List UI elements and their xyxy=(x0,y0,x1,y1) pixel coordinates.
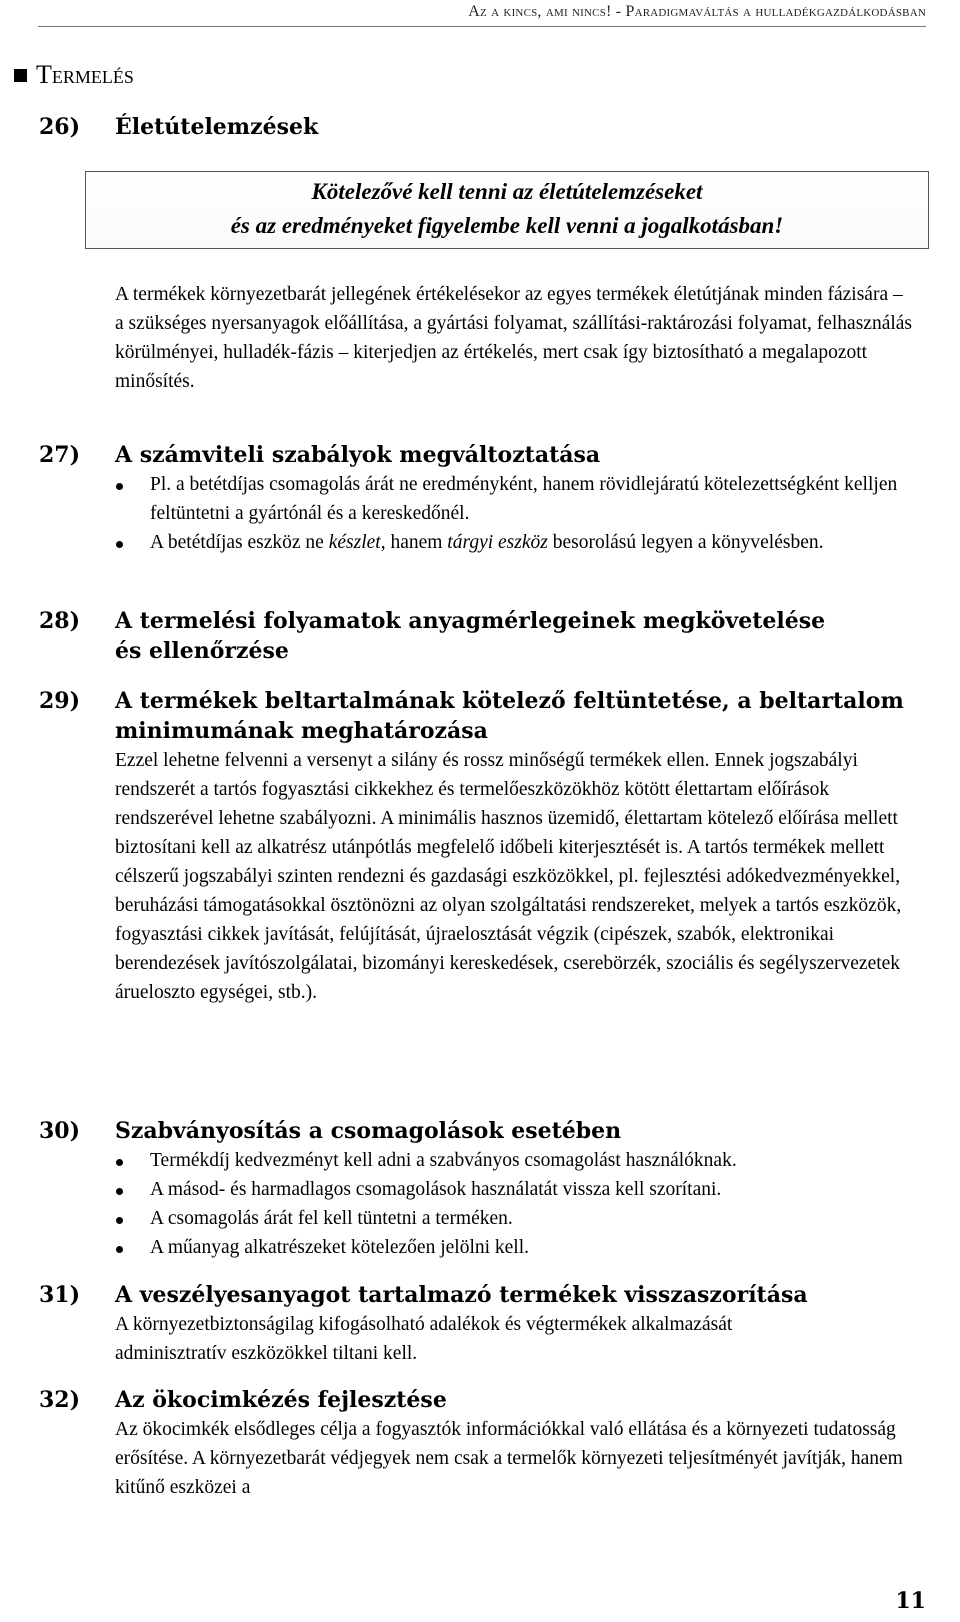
callout-box xyxy=(85,171,929,249)
section-30 xyxy=(39,1116,934,1262)
section-26 xyxy=(39,112,934,142)
list-item: A műanyag alkatrészeket kötelezően jelölni kell. xyxy=(115,1233,934,1262)
section-number: 30) xyxy=(39,1118,81,1144)
section-title: Szabványosítás a csomagolások esetében xyxy=(115,1118,622,1144)
chapter-heading xyxy=(14,60,134,90)
list-item: A másod- és harmadlagos csomagolások használatát vissza kell szorítani. xyxy=(115,1175,934,1204)
callout-line: és az eredményeket figyelembe kell venni a jogalkotásban! xyxy=(230,213,784,238)
section-title: A veszélyesanyagot tartalmazó termékek visszaszorítása xyxy=(115,1282,808,1308)
section-28 xyxy=(39,606,934,666)
paragraph: Az ökocimkék elsődleges célja a fogyasztók információkkal való ellátása és a környezeti tudatosság erősítése. A környezetbarát védjegyek nem csak a termelők környezeti teljesítményét javítják, hanem kitűnő eszközei a xyxy=(115,1419,903,1498)
section-number: 27) xyxy=(39,442,81,468)
section-26-body xyxy=(39,280,934,396)
paragraph: Ezzel lehetne felvenni a versenyt a silány és rossz minőségű termékek ellen. Ennek jogszabályi rendszerét a tartós fogyasztási cikkekhez és termelőeszközökhöz kötött élettartam előírások rendszerével lehetne szabályozni. A minimális hasznos üzemidő, élettartam kötelező előírása mellett biztosítani kell az alkatrész utánpótlás megfelelő időbeli kiterjesztését is. A tartós termékek mellett célszerű jogszabályi szinten rendezni és gazdasági eszközökkel, pl. fejlesztési adókedvezményekkel, beruházási támogatásokkal ösztönözni az olyan szolgáltatási rendszereket, melyek a tartós eszközök, fogyasztási cikkek javítását, felújítását, újraelosztását végzik (cipészek, szabók, elektronikai berendezések javítószolgálatai, bizományi kereskedések, cserebörzék, szociális és segélyszervezetek árueloszto egységei, stb.). xyxy=(115,750,902,1003)
section-number: 28) xyxy=(39,608,81,634)
section-32 xyxy=(39,1385,934,1502)
emphasis: készlet xyxy=(328,532,381,553)
section-29 xyxy=(39,686,934,1007)
section-heading xyxy=(39,1116,934,1146)
emphasis: tárgyi eszköz xyxy=(447,532,548,553)
section-title: A termékek beltartalmának kötelező feltüntetése, a beltartalom minimumának meghatározása xyxy=(115,688,904,744)
square-bullet-icon xyxy=(14,69,27,82)
list-item xyxy=(115,528,934,557)
section-title: A számviteli szabályok megváltoztatása xyxy=(115,442,601,468)
running-header: Az a kincs, ami nincs! - Paradigmaváltás a hulladékgazdálkodásban xyxy=(468,3,926,20)
text-run: , hanem xyxy=(380,532,448,553)
section-31 xyxy=(39,1280,934,1368)
bullet-list xyxy=(115,470,934,557)
section-heading xyxy=(39,440,934,470)
text-run: besorolású legyen a könyvelésben. xyxy=(547,532,824,553)
section-heading xyxy=(39,112,934,142)
section-body xyxy=(115,470,934,557)
paragraph: A környezetbiztonságilag kifogásolható adalékok és végtermékek alkalmazását adminisztratív eszközökkel tiltani kell. xyxy=(115,1314,733,1364)
section-body xyxy=(115,1146,934,1262)
section-title: A termelési folyamatok anyagmérlegeinek megkövetelése és ellenőrzése xyxy=(115,608,826,664)
section-heading xyxy=(39,606,934,666)
section-number: 29) xyxy=(39,688,81,714)
text-run: A betétdíjas eszköz ne xyxy=(150,532,329,553)
section-number: 31) xyxy=(39,1282,81,1308)
section-heading xyxy=(39,1385,934,1415)
list-item: A csomagolás árát fel kell tüntetni a terméken. xyxy=(115,1204,934,1233)
list-item: Termékdíj kedvezményt kell adni a szabványos csomagolást használóknak. xyxy=(115,1146,934,1175)
section-number: 32) xyxy=(39,1387,81,1413)
section-title: Életútelemzések xyxy=(115,114,319,140)
list-item: Pl. a betétdíjas csomagolás árát ne eredményként, hanem rövidlejáratú kötelezettségként kelljen feltüntetni a gyártónál és a kereskedőnél. xyxy=(115,470,934,528)
header-rule xyxy=(38,26,926,27)
section-number: 26) xyxy=(39,114,81,140)
section-27 xyxy=(39,440,934,557)
chapter-title: Termelés xyxy=(36,60,134,89)
section-title: Az ökocimkézés fejlesztése xyxy=(115,1387,447,1413)
page-number: 11 xyxy=(895,1588,926,1614)
paragraph: A termékek környezetbarát jellegének értékelésekor az egyes termékek életútjának minden fázisára – a szükséges nyersanyagok előállítása, a gyártási folyamat, szállítási-raktározási folyamat, felhasználás körülményei, hulladék-fázis – kiterjedjen az értékelés, mert csak így biztosítható a megalapozott minősítés. xyxy=(115,284,913,392)
section-heading xyxy=(39,686,934,746)
bullet-list xyxy=(115,1146,934,1262)
section-heading xyxy=(39,1280,934,1310)
callout-line: Kötelezővé kell tenni az életútelemzéseket xyxy=(311,179,703,204)
